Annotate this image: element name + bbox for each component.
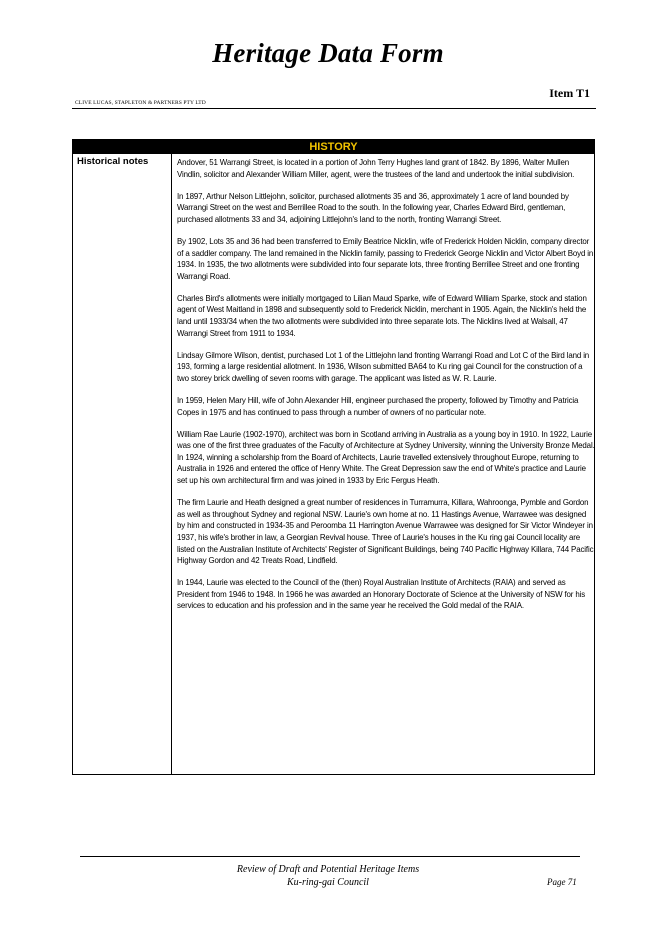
- paragraph: Charles Bird's allotments were initially mortgaged to Lilian Maud Sparke, wife of Edward William Sparke, stock and station agent of West Maitland in 1898 and subsequently sold to Frederick Nicklin, merchant in 1905. Again, the Nicklin's held the land until 1933/34 when the two allotments were subdivided into three separate lots. The Nicklins lived at Walsall, 47 Warrangi Street from 1911 to 1934.: [177, 292, 587, 338]
- paragraph: In 1897, Arthur Nelson Littlejohn, solicitor, purchased allotments 35 and 36, approximately 1 acre of land bounded by Warrangi Street on the west and Berrillee Road to the south. In the following year, Charles Edward Bird, gentleman, purchased allotments 33 and 34, adjoining Littlejohn's land to the north, fronting Warrangi Street.: [177, 190, 569, 224]
- page-number: Page 71: [547, 877, 577, 887]
- footer-divider: [80, 856, 580, 857]
- footer-council: Ku-ring-gai Council: [287, 877, 369, 888]
- section-heading: HISTORY: [73, 140, 594, 154]
- paragraph: In 1959, Helen Mary Hill, wife of John Alexander Hill, engineer purchased the property, followed by Timothy and Patricia Copes in 1975 and has continued to pass through a number of owners of no particular note.: [177, 395, 579, 417]
- paragraph: In 1944, Laurie was elected to the Council of the (then) Royal Australian Institute of Architects (RAIA) and served as President from 1946 to 1948. In 1966 he was awarded an Honorary Doctorate of Science at the University of NSW for his services to education and his profession and in the same year he received the Gold medal of the RAIA.: [177, 577, 586, 611]
- item-number: Item T1: [549, 86, 590, 100]
- paragraph: The firm Laurie and Heath designed a great number of residences in Turramurra, Killara, Wahroonga, Pymble and Gordon as well as throughout Sydney and regional NSW. Laurie's own home at no. 11 Hastings Avenue, Warrawee was designed by him and constructed in 1934-35 and Peroomba 11 Harrington Avenue Warrawee was designed for Sir Victor Windeyer in 1937, his wife's brother in law, a Georgian Revival house. Three of Laurie's houses in the Ku ring gai Council locality are listed on the Australian Institute of Architects' Register of Significant Buildings, being 740 Pacific Highway Killara, 744 Pacific Highway Gordon and 42 Treats Road, Lindfield.: [177, 497, 594, 566]
- historical-notes-row: [73, 154, 594, 774]
- paragraph: By 1902, Lots 35 and 36 had been transferred to Emily Beatrice Nicklin, wife of Frederick Holden Nicklin, company director of a saddler company. The land remained in the Nicklin family, passing to Frederick George Nicklin and Victor Albert Boyd in 1934. In 1935, the two allotments were subdivided into four separate lots, three fronting Berrillee Street and one fronting Warrangi Road.: [177, 235, 594, 281]
- historical-notes-text: [172, 154, 594, 774]
- header-divider: [72, 108, 596, 109]
- paragraph: William Rae Laurie (1902-1970), architect was born in Scotland arriving in Australia as a young boy in 1910. In 1922, Laurie was one of the first three graduates of the Faculty of Architecture at Sydney University, winning the University Bronze Medal. In 1924, winning a scholarship from the Board of Architects, Laurie travelled extensively throughout Europe, returning to Australia in 1926 and entered the office of Henry White. The Great Depression saw the end of White's practice and Laurie set up his own architectural firm and was joined in 1933 by Eric Fergus Heath.: [177, 428, 595, 486]
- page-title: Heritage Data Form: [212, 38, 444, 68]
- company-name: CLIVE LUCAS, STAPLETON & PARTNERS PTY LTD: [75, 100, 206, 106]
- paragraph: Andover, 51 Warrangi Street, is located in a portion of John Terry Hughes land grant of 1842. By 1896, Walter Mullen Vindlin, solicitor and Alexander William Miller, agent, were the trustees of the land and undertook the initial subdivision.: [177, 157, 575, 179]
- history-table: [72, 139, 595, 775]
- row-label: Historical notes: [73, 154, 172, 774]
- footer-title: Review of Draft and Potential Heritage Items: [236, 864, 420, 875]
- paragraph: Lindsay Gilmore Wilson, dentist, purchased Lot 1 of the Littlejohn land fronting Warrangi Road and Lot C of the Bird land in 193, forming a large residential allotment. In 1936, Wilson submitted BA64 to Ku ring gai Council for the construction of a two storey brick dwelling of seven rooms with garage. The applicant was listed as W. R. Laurie.: [177, 349, 590, 383]
